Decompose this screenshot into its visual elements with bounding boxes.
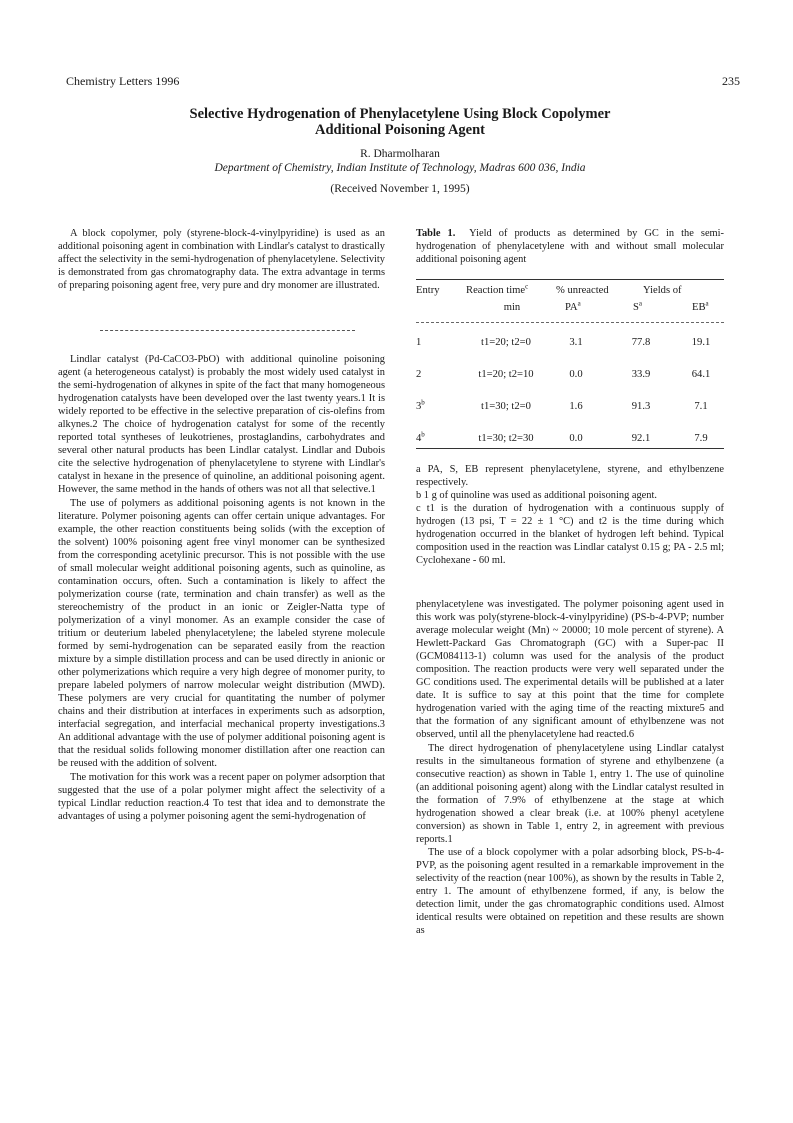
right-body [416, 598, 724, 937]
cell-entry: 3$^b$ [416, 398, 425, 412]
cell-s: 91.3 [631, 401, 651, 412]
body-paragraph: Lindlar catalyst (Pd-CaCO3-PbO) with additional quinoline poisoning agent (a heterogeneous catalyst) is probably the most widely used catalyst in the semi-hydrogenation of alkynes in spite of the fact that many homogeneous hydrogenation catalysts have been developed over the last twenty years.1 It is widely reported to be effective in the selective preparation of cis-olefins from alkynes.2 The choice of hydrogenation catalyst for some of the recently reported total syntheses of leukotrienes, prostaglandins, carbohydrates and several other natural products has been Lindlar catalyst. Lindlar and Dubois cite the selective hydrogenation of phenylacetylene to styrene with Lindlar's catalyst in hexane in the presence of quinoline, an additional poisoning agent. However, the same method in the hands of others was not all that selective.1 [58, 354, 385, 496]
header-s: $S^a$ [633, 299, 643, 313]
header-yields: Yields of [643, 285, 682, 296]
cell-s: 33.9 [631, 369, 651, 380]
table-top-rule [416, 279, 724, 280]
header-pa: $PA^a$ [565, 299, 581, 313]
cell-eb: 7.1 [694, 401, 708, 412]
table-row [416, 398, 724, 417]
body-paragraph: The direct hydrogenation of phenylacetylene using Lindlar catalyst results in the simultaneous formation of styrene and ethylbenzene (a consecutive reaction) as shown in Table 1, entry 1. The use of quinoline (an additional poisoning agent) along with the Lindlar catalyst resulted in the formation of 7.9% of ethylbenzene at the stage at which hydrogenation showed a clear break (i.e. at 100% phenyl acetylene conversion) as shown in Table 1, entry 2, in agreement with previous reports.1 [416, 742, 724, 845]
header-unreacted: % unreacted [556, 285, 609, 296]
cell-time: t1=20; t2=10 [478, 369, 534, 380]
abstract-text: A block copolymer, poly (styrene-block-4-vinylpyridine) is used as an additional poisoning agent in combination with Lindlar's catalyst to drastically affect the selectivity in the semi-hydrogenation of phenylacetylene. Selectivity is demonstrated from gas chromatography data. The extra advantage in terms of preparing poisoning agent free, very pure and dry monomer are illustrated. [58, 228, 385, 292]
footnote-a: a PA, S, EB represent phenylacetylene, styrene, and ethylbenzene respectively. [416, 464, 724, 489]
page-number: 235 [722, 74, 740, 88]
cell-eb: 19.1 [691, 337, 711, 348]
footnote-c: c t1 is the duration of hydrogenation with a continuous supply of hydrogen (13 psi, T = 22 ± 1 °C) and t2 is the time during which hydrogenation occurred in the blanket of hydrogen left behind. Typical composition used in the reaction was Lindlar catalyst 0.15 g; PA - 2.5 ml; Cyclohexane - 60 ml. [416, 503, 724, 567]
body-paragraph: The use of a block copolymer with a polar adsorbing block, PS-b-4-PVP, as the poisoning agent resulted in a remarkable improvement in the selectivity of the reaction (near 100%), as shown by the results in Table 2, entry 1. The amount of ethylbenzene formed, if any, is below the detection limit, under the gas chromatographic conditions used. Almost identical results were obtained on repetition and these results are shown as [416, 846, 724, 937]
body-paragraph: phenylacetylene was investigated. The polymer poisoning agent used in this work was poly(styrene-block-4-vinylpyridine) (PS-b-4-PVP; number average molecular weight (Mn) ~ 20000; 10 mole percent of styrene). A Hewlett-Packard Gas Chromatograph (GC) with a Super-pac II (GCM084113-1) column was used for the analysis of the product composition. The reaction products were very well separated under the GC conditions used. The experimental details will be published at a later date. It is suffice to say at this point that the time for complete hydrogenation varied with the aging time of the reacting mixture5 and that the formation of any significant amount of ethylbenzene was not observed, until all the phenylacetylene had reacted.6 [416, 599, 724, 741]
cell-pa: 0.0 [569, 369, 583, 380]
body-paragraph: The use of polymers as additional poisoning agents is not known in the literature. Polymer poisoning agents can offer certain unique advantages. For example, the other reaction constituents being solids (with the exception of the solvent) 100% poisoning agent free vinyl monomer can be synthesized from the corresponding acetylinic precursor. This is not possible with the use of small molecular weight additional poisoning agents, such as quinoline, as contamination occurs, often. Such a contamination is likely to affect the polymerization course (rate, termination and chain transfer) as well as the stereochemistry of the product in an ionic or Zeigler-Natta type of polymerization of a vinyl monomer. As an example consider the case of tritium or deuterium labeled phenylacetylene; the labeled styrene molecule formed by semi-hydrogenation can be separated easily from the reaction mixture by a simple distillation process and can be used directly in anionic or other polymerizations which require a very high degree of monomer purity, to prepare labeled polymers of narrow molecular weight distribution (MWD). These polymers are very crucial for quantitating the number of polymer chains and their distribution at interfaces in experiments such as adsorption, interfacial segregation, and interfacial mechanical property investigations.3 An additional advantage with the use of polymer additional poisoning agent is that the residual solids following monomer distillation after one reaction can be reused with the addition of solvent. [58, 497, 385, 770]
abstract [58, 227, 385, 292]
table-body [416, 337, 724, 462]
table-caption [416, 227, 724, 266]
cell-pa: 3.1 [569, 337, 583, 348]
cell-pa: 1.6 [569, 401, 583, 412]
footnote-b: b 1 g of quinoline was used as additional poisoning agent. [416, 490, 657, 502]
cell-time: t1=30; t2=30 [478, 433, 534, 444]
cell-entry: 1 [416, 337, 422, 348]
title-line-2: Additional Poisoning Agent [314, 122, 485, 138]
body-paragraph: The motivation for this work was a recent paper on polymer adsorption that suggested that the use of a polar polymer might affect the selectivity of a typical Lindlar reduction reaction.4 To test that idea and to demonstrate the advantages of using a polymer poisoning agent the semi-hydrogenation of [58, 771, 385, 822]
article-title [100, 106, 700, 138]
table-row [416, 430, 724, 449]
cell-time: t1=30; t2=0 [481, 401, 531, 412]
table-header [416, 282, 724, 319]
table-bottom-rule [416, 448, 724, 449]
cell-entry: 4$^b$ [416, 430, 425, 444]
author: R. Dharmolharan [360, 148, 440, 160]
received-date: (Received November 1, 1995) [330, 183, 470, 195]
cell-s: 77.8 [631, 337, 651, 348]
table-label: Table 1. [416, 228, 456, 239]
cell-entry: 2 [416, 369, 422, 380]
table-header-rule [416, 322, 724, 323]
header-time-unit: min [503, 302, 521, 313]
table-row [416, 337, 724, 353]
journal-name: Chemistry Letters 1996 [66, 74, 180, 88]
cell-eb: 7.9 [694, 433, 708, 444]
table-footnotes [416, 463, 724, 567]
title-line-1: Selective Hydrogenation of Phenylacetylene Using Block Copolymer [189, 106, 611, 122]
header-time: Reaction time$^c$ [466, 282, 529, 296]
table-row [416, 369, 724, 385]
cell-eb: 64.1 [691, 369, 711, 380]
header-entry: Entry [416, 285, 440, 296]
abstract-divider [100, 330, 355, 331]
header-eb: $EB^a$ [692, 299, 709, 313]
left-body [58, 353, 385, 823]
table-caption-text: Yield of products as determined by GC in the semi-hydrogenation of phenylacetylene with and without small molecular additional poisoning agent [416, 228, 724, 266]
cell-pa: 0.0 [569, 433, 583, 444]
cell-s: 92.1 [631, 433, 651, 444]
affiliation: Department of Chemistry, Indian Institute of Technology, Madras 600 036, India [214, 162, 586, 174]
cell-time: t1=20; t2=0 [481, 337, 531, 348]
